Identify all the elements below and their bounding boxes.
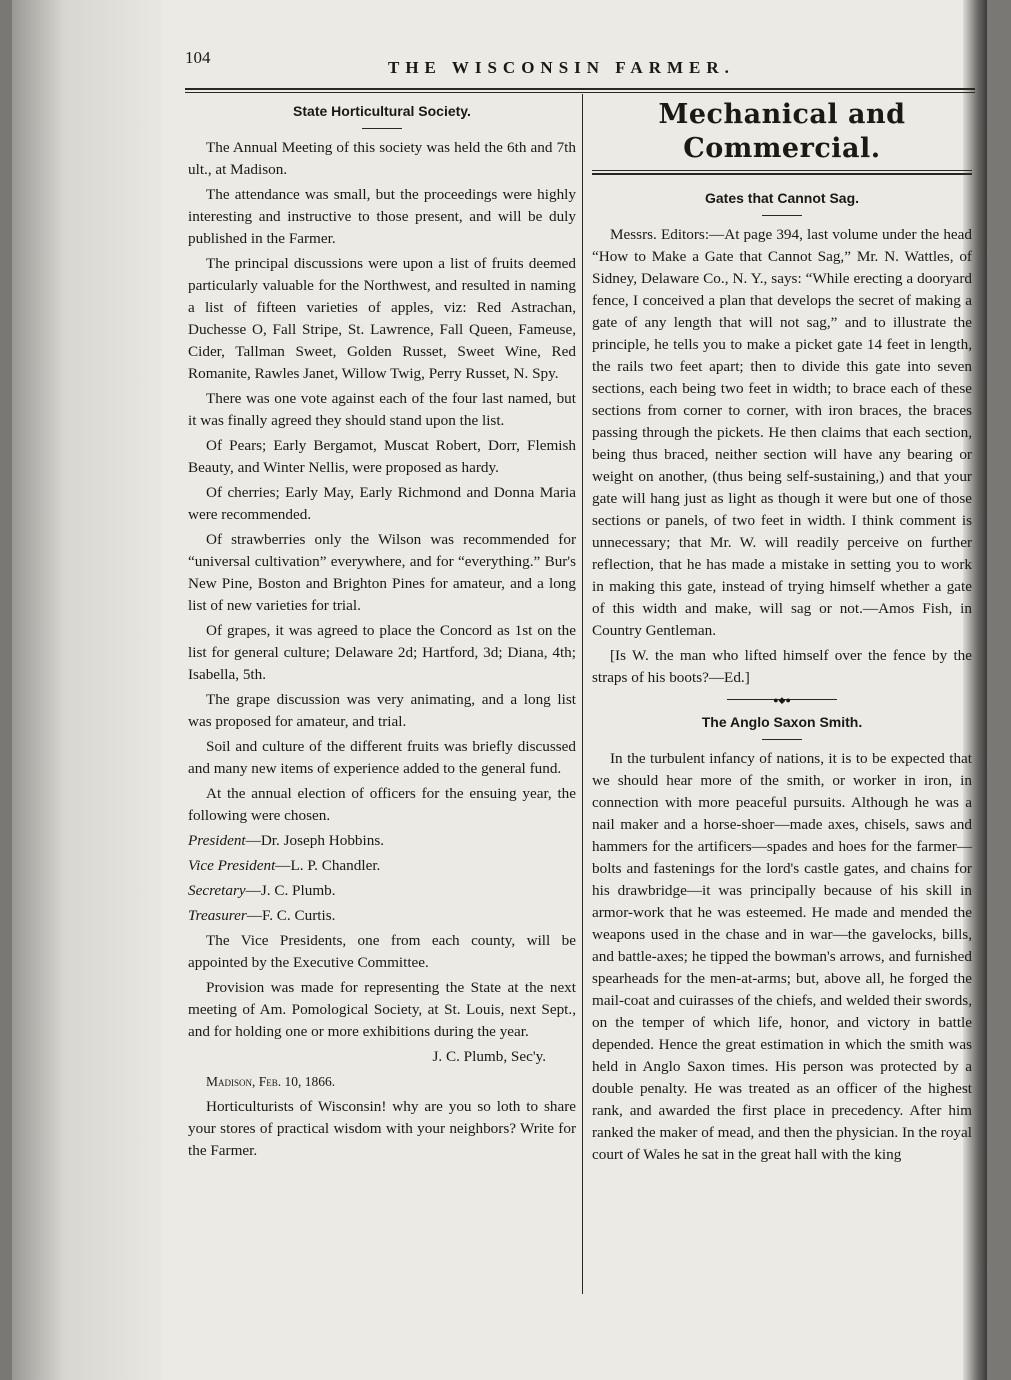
officer-name: —F. C. Curtis. [246,907,336,924]
officer-line [188,855,576,877]
paragraph: There was one vote against each of the four last named, but it was finally agreed they should stand upon the list. [188,390,576,429]
officer-line [188,880,576,902]
binding-gutter [12,0,162,1380]
title-rule [762,739,802,740]
officer-title: Secretary [188,882,246,899]
paragraph: Horticulturists of Wisconsin! why are you so loth to share your stores of practical wisdom with your neighbors? Write for the Farmer. [188,1098,576,1159]
paragraph: Of cherries; Early May, Early Richmond and Donna Maria were recommended. [188,484,576,523]
article-title: The Anglo Saxon Smith. [701,714,863,730]
paragraph: Provision was made for representing the State at the next meeting of Am. Pomological Society, at St. Louis, next Sept., and for holding one or more exhibitions during the year. [188,979,576,1040]
running-title: THE WISCONSIN FARMER. [388,58,735,77]
column-divider [582,94,583,1294]
department-rule [592,170,972,175]
officer-line [188,830,576,852]
left-column [188,96,576,1165]
signature: J. C. Plumb, Sec'y. [432,1048,546,1065]
paragraph: At the annual election of officers for the ensuing year, the following were chosen. [188,785,576,824]
officer-line [188,905,576,927]
officer-title: Treasurer [188,907,247,924]
officer-title: President [188,832,246,849]
title-rule [362,128,402,129]
dateline: Madison, Feb. 10, 1866. [206,1074,336,1089]
officer-name: —Dr. Joseph Hobbins. [245,832,385,849]
department-title: Mechanical and Commercial. [658,99,906,164]
officer-name: —J. C. Plumb. [245,882,336,899]
ornamental-rule: ●◆● [727,699,837,701]
editor-note: [Is W. the man who lifted himself over the fence by the straps of his boots?—Ed.] [592,647,972,686]
title-rule [762,215,802,216]
page-number: 104 [185,48,211,67]
officer-title: Vice President [188,857,276,874]
paragraph: The grape discussion was very animating, and a long list was proposed for amateur, and trial. [188,691,576,730]
header-rule-thin [185,92,975,93]
right-column [592,96,972,1169]
officer-name: —L. P. Chandler. [275,857,381,874]
paragraph: The attendance was small, but the proceedings were highly interesting and instructive to those present, and will be duly published in the Farmer. [188,186,576,247]
paragraph: Soil and culture of the different fruits was briefly discussed and many new items of experience added to the general fund. [188,738,576,777]
paragraph: The principal discussions were upon a list of fruits deemed particularly valuable for the Northwest, and resulted in naming a list of fifteen varieties of apples, viz: Red Astrachan, Duchesse O, Fall Stripe, St. Lawrence, Fall Queen, Fameuse, Cider, Tallman Sweet, Golden Russet, Sweet Wine, Red Romanite, Rawles Janet, Willow Twig, Perry Russet, N. Spy. [188,255,576,382]
paragraph: The Annual Meeting of this society was held the 6th and 7th ult., at Madison. [188,139,576,178]
paragraph: Of Pears; Early Bergamot, Muscat Robert, Dorr, Flemish Beauty, and Winter Nellis, were proposed as hardy. [188,437,576,476]
paragraph: Of strawberries only the Wilson was recommended for “universal cultivation” everywhere, and for “everything.” Bur's New Pine, Boston and Brighton Pines for amateur, and a long list of new varieties for trial. [188,531,576,614]
paragraph: Messrs. Editors:—At page 394, last volume under the head “How to Make a Gate that Cannot Sag,” Mr. N. Wattles, of Sidney, Delaware Co., N. Y., says: “While erecting a dooryard fence, I conceived a plan that develops the secret of making a gate of any length that will not sag,” and to illustrate the principle, he tells you to make a picket gate 14 feet in length, the rails two feet apart; then to divide this gate into seven sections, each being two feet in width; to brace each of these sections from corner to corner, with iron braces, the braces passing through the pickets. He then claims that each section, being thus braced, neither section will have any bearing or weight on another, (thus being self-sustaining,) and that your gate will hang just as light as though it were but one of those sections or panels, of two feet in width. I think comment is unnecessary; that Mr. W. will readily perceive on further reflection, that he has made a mistake in setting you to work in making this gate, instead of trying himself whether a gate of this width and make, will sag or not.—Amos Fish, in Country Gentleman. [592,226,972,639]
paragraph: In the turbulent infancy of nations, it is to be expected that we should hear more of the smith, or worker in iron, in connection with more peaceful pursuits. Although he was a nail maker and a horse-shoer—made axes, chisels, saws and hammers for the artificers—spades and hoes for the farmer—bolts and fastenings for the lord's castle gates, and chains for his drawbridge—it was principally because of his skill in armor-work that he was esteemed. He made and mended the weapons used in the chase and in war—the gavelocks, bills, and battle-axes; he tipped the bowman's arrows, and furnished spearheads for the men-at-arms; but, above all, he forged the mail-coat and cuirasses of the chiefs, and welded their swords, on the temper of which life, honor, and victory in battle depended. Hence the great estimation in which the smith was held in Anglo Saxon times. His person was protected by a double penalty. He was treated as an officer of the highest rank, and awarded the first place in precedency. After him ranked the maker of mead, and then the physician. In the royal court of Wales he sat in the great hall with the king [592,750,972,1163]
article-title: State Horticultural Society. [293,103,471,119]
paragraph: The Vice Presidents, one from each county, will be appointed by the Executive Committee. [188,932,576,971]
header-rule [185,88,975,90]
paragraph: Of grapes, it was agreed to place the Concord as 1st on the list for general culture; Delaware 2d; Hartford, 3d; Diana, 4th; Isabella, 5th. [188,622,576,683]
article-title: Gates that Cannot Sag. [704,190,860,206]
